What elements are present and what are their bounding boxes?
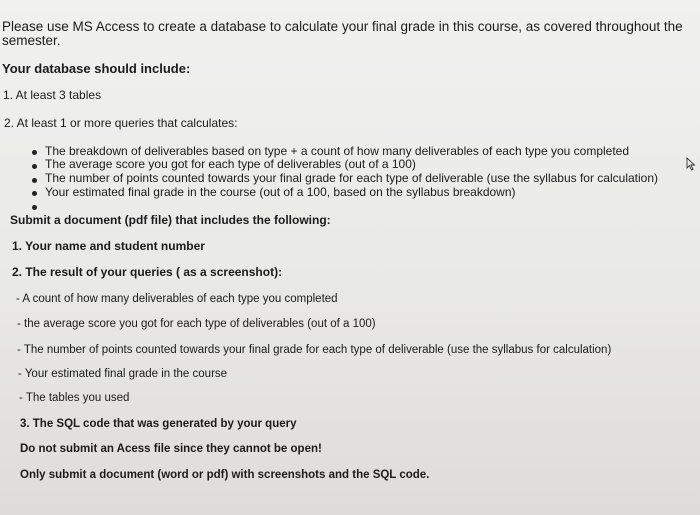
no-access-file-note: Do not submit an Acess file since they cannot be open! <box>20 443 322 455</box>
section1-item-1: 1. At least 3 tables <box>3 88 102 102</box>
bullet-item-3: The number of points counted towards your final grade for each type of deliverable (use the syllabus for calculation) <box>45 171 659 185</box>
intro-line-1: Please use MS Access to create a database to calculate your final grade in this course, as covered throughout the <box>2 19 683 34</box>
bullet-item-1: The breakdown of deliverables based on type + a count of how many deliverables of each type you completed <box>45 144 630 158</box>
result-subitem-2: - the average score you got for each type of deliverables (out of a 100) <box>17 318 376 330</box>
section2-item-3: 3. The SQL code that was generated by your query <box>20 418 297 430</box>
bullet-dot <box>32 150 37 155</box>
section2-item-2: 2. The result of your queries ( as a screenshot): <box>12 265 283 279</box>
section2-item-1: 1. Your name and student number <box>12 239 205 253</box>
mouse-cursor-icon <box>686 157 696 171</box>
bullet-item-2: The average score you got for each type of deliverables (out of a 100) <box>45 157 416 171</box>
submission-format-note: Only submit a document (word or pdf) with screenshots and the SQL code. <box>20 469 430 481</box>
section1-item-2: 2. At least 1 or more queries that calculates: <box>4 116 238 130</box>
bullet-item-4: Your estimated final grade in the course (out of a 100, based on the syllabus breakdown) <box>45 185 516 199</box>
result-subitem-3: - The number of points counted towards your final grade for each type of deliverable (use the syllabus for calculation) <box>17 344 612 356</box>
section1-heading: Your database should include: <box>2 61 191 76</box>
bullet-dot <box>32 191 37 196</box>
result-subitem-5: - The tables you used <box>19 392 130 404</box>
bullet-dot <box>32 178 37 183</box>
result-subitem-4: - Your estimated final grade in the course <box>18 368 228 380</box>
section2-heading: Submit a document (pdf file) that includes the following: <box>10 213 331 227</box>
bullet-dot <box>32 164 37 169</box>
result-subitem-1: - A count of how many deliverables of each type you completed <box>16 293 338 305</box>
intro-line-2: semester. <box>2 33 61 48</box>
bullet-dot <box>32 205 37 210</box>
